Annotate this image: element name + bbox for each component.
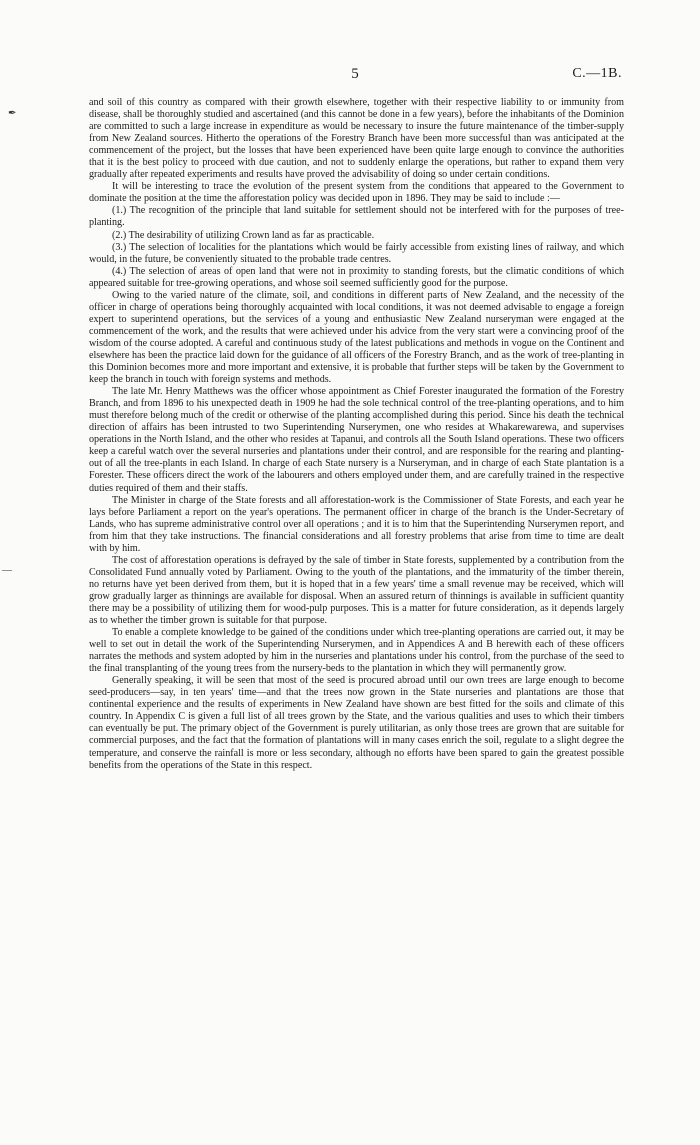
list-item: (2.) The desirability of utilizing Crown land as far as practicable. bbox=[112, 229, 375, 241]
document-code: C.—1B. bbox=[572, 66, 622, 81]
list-item: (4.) The selection of areas of open land that were not in proximity to standing forests, but the climatic conditions of which appeared suitable for tree-growing operations, and whose soil seemed sufficiently good for the purpose. bbox=[89, 265, 624, 289]
paragraph: The cost of afforestation operations is defrayed by the sale of timber in State forests, supplemented by a contribution from the Consolidated Fund annually voted by Parliament. Owing to the youth of the plantations, and the immaturity of the timber therein, no returns have yet been derived from them, but it is hoped that in a few years' time a small revenue may be received, which will grow gradually larger as thinnings are available for disposal. When an assured return of thinnings is available in sufficient quantity there may be a possibility of utilizing them for wood-pulp purposes. This is a matter for future consideration, as it depends largely as to whether the timber grown is suitable for that purpose. bbox=[89, 554, 624, 627]
paragraph: Owing to the varied nature of the climate, soil, and conditions in different parts of New Zealand, and the necessity of the officer in charge of operations being thoroughly acquainted with local conditions, it was not deemed advisable to engage a foreign expert to superintend operations, but the services of a young and enthusiastic New Zealand nurseryman were engaged at the commencement of the work, and the results that were achieved under his advice from the very start were a convincing proof of the wisdom of the course adopted. A careful and continuous study of the latest publications and methods in vogue on the Continent and elsewhere has been the practice laid down for the guidance of all officers of the Forestry Branch, and as the work of tree-planting in this Dominion becomes more and more important and extensive, it is probable that further steps will be taken by the Government to keep the branch in touch with foreign systems and methods. bbox=[89, 289, 624, 386]
paragraph: The late Mr. Henry Matthews was the officer whose appointment as Chief Forester inaugurated the formation of the Forestry Branch, and from 1896 to his unexpected death in 1909 he had the sole technical control of the tree-planting operations, and to him must therefore belong much of the credit or otherwise of the planting accomplished during this period. Since his death the technical direction of affairs has been intrusted to two Superintending Nurserymen, one who resides at Whakarewarewa, and supervises operations in the North Island, and the other who resides at Tapanui, and controls all the South Island operations. These two officers keep a careful watch over the several nurseries and plantations under their control, and are responsible for the rearing and planting-out of all the tree-plants in each Island. In charge of each State nursery is a Nurseryman, and in charge of each State plantation is a Forester. These officers direct the work of the labourers and others employed under them, and are carefully trained in the respective duties required of them and their staffs. bbox=[89, 386, 624, 494]
body-text bbox=[89, 97, 624, 772]
paragraph: To enable a complete knowledge to be gained of the conditions under which tree-planting operations are carried out, it may be well to set out in detail the work of the Superintending Nurserymen, and in Appendices A and B herewith each of these officers narrates the methods and system adopted by him in the nurseries and plantations under his control, from the purchase of the seed to the final transplanting of the young trees from the nursery-beds to the plantation in which they will permanently grow. bbox=[89, 627, 624, 675]
list-item: (1.) The recognition of the principle that land suitable for settlement should not be interfered with for the purposes of tree-planting. bbox=[89, 205, 624, 229]
margin-mark-middle: — bbox=[2, 565, 12, 576]
paragraph: Generally speaking, it will be seen that most of the seed is procured abroad until our own trees are large enough to become seed-producers—say, in ten years' time—and that the trees now grown in the State nurseries and plantations are those that continental experience and the results of experiments in New Zealand have shown are best fitted for the soils and climate of this country. In Appendix C is given a full list of all trees grown by the State, and the various qualities and uses to which their timbers can eventually be put. The primary object of the Government is purely utilitarian, as only those trees are grown that are suitable for commercial purposes, and the fact that the formation of plantations will in many cases enrich the soil, regulate to a slight degree the temperature, and conserve the rainfall is more or less secondary, although no efforts have been spared to gain the greatest possible benefits from the operations of the State in this respect. bbox=[89, 675, 624, 771]
paragraph: It will be interesting to trace the evolution of the present system from the conditions that appeared to the Government to dominate the position at the time the afforestation policy was decided upon in 1896. They may be said to include :— bbox=[89, 181, 624, 205]
paragraph: The Minister in charge of the State forests and all afforestation-work is the Commissioner of State Forests, and each year he lays before Parliament a report on the year's operations. The permanent officer in charge of the branch is the Under-Secretary of Lands, who has supreme administrative control over all operations ; and it is to him that the Superintending Nurserymen report, and from him that they take instructions. The financial considerations and all forestry problems that arise from time to time are dealt with by him. bbox=[89, 494, 624, 554]
page-number: 5 bbox=[351, 66, 359, 82]
list-item: (3.) The selection of localities for the plantations which would be fairly accessible from existing lines of railway, and which would, in the future, be conveniently situated to the probable trade centres. bbox=[89, 241, 624, 265]
margin-mark-top: ✒ bbox=[8, 108, 17, 119]
paragraph: and soil of this country as compared with their growth elsewhere, together with their respective liability to or immunity from disease, shall be thoroughly studied and ascertained (and this cannot be done in a few years), before the inhabitants of the Dominion are committed to such a large increase in expenditure as would be necessary to insure the future maintenance of the timber-supply from New Zealand sources. Hitherto the operations of the Forestry Branch have been more successful than was anticipated at the commencement of the project, but the losses that have been experienced have been quite large enough to convince the authorities that it is the best policy to proceed with due caution, and not to suddenly enlarge the operations, but rather to expand them very gradually after repeated experiments and results have proved the advisability of doing so under certain conditions. bbox=[89, 97, 624, 181]
